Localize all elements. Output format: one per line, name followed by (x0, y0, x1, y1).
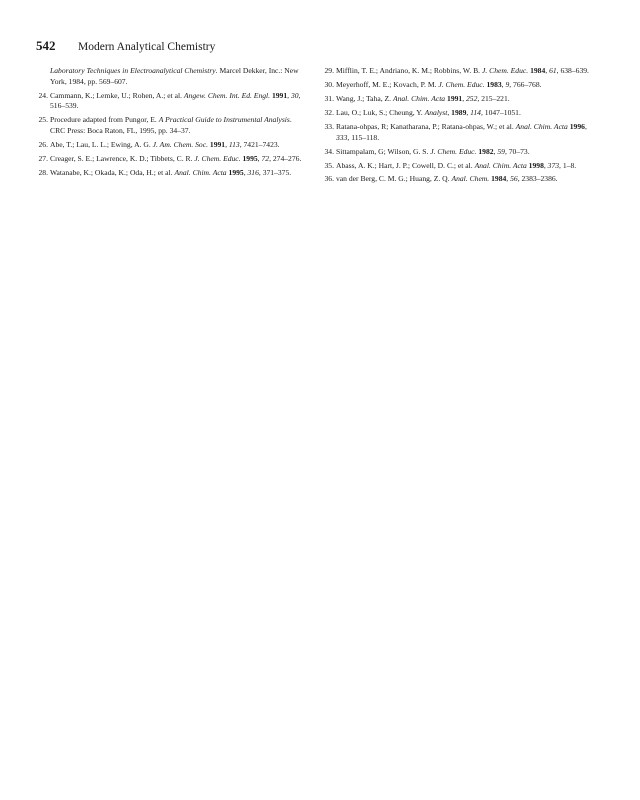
text-segment: Mifflin, T. E.; Andriano, K. M.; Robbins, W. B. (336, 66, 482, 75)
italic-segment: 113 (228, 139, 240, 149)
text-segment: , 1–8. (559, 160, 577, 170)
italic-segment: J. Chem. Educ. (481, 66, 529, 75)
bold-segment: 1996 (569, 121, 585, 131)
text-segment: , (501, 79, 506, 89)
text-segment: , 638–639. (556, 66, 589, 75)
reference-item (36, 91, 304, 112)
text-segment: Wang, J.; Taha, Z. (336, 93, 393, 103)
running-head: Modern Analytical Chemistry (78, 41, 216, 53)
italic-segment: 56 (510, 174, 518, 184)
text-segment: , (545, 66, 550, 75)
text-segment: van der Berg, C. M. G.; Huang, Z. Q. (336, 174, 452, 184)
reference-text (336, 80, 592, 91)
references-left-column (36, 66, 304, 182)
text-segment: Procedure adapted from Pungor, E. (50, 115, 159, 125)
text-segment: , 215–221. (477, 93, 510, 103)
reference-text (336, 94, 592, 105)
text-segment: Ratana-ohpas, R; Kanatharana, P.; Ratana-ohpas, W.; et al. (336, 121, 516, 131)
text-segment: , (257, 153, 262, 163)
italic-segment: J. Chem. Educ. (194, 153, 241, 163)
text-segment: , (287, 90, 291, 100)
text-segment: Sittampalam, G; Wilson, G. S. (336, 146, 431, 156)
reference-item (322, 94, 592, 105)
italic-segment: 114 (470, 107, 481, 117)
bold-segment: 1998 (528, 160, 544, 170)
text-segment: , (506, 174, 511, 184)
italic-segment: 72 (261, 153, 270, 163)
italic-segment: 252 (466, 93, 478, 103)
reference-number: 28. (38, 167, 48, 177)
italic-segment: 9 (505, 79, 510, 89)
bold-segment: 1995 (228, 167, 244, 177)
text-segment: . Marcel Dekker, Inc.: New York, 1984, pp. 569–607. (50, 66, 299, 86)
italic-segment: J. Am. Chem. Soc. (152, 139, 208, 149)
reference-text (336, 174, 592, 185)
italic-segment: A Practical Guide to Instrumental Analysis (158, 115, 290, 125)
bold-segment: 1984 (491, 174, 507, 184)
reference-item (36, 154, 304, 165)
italic-segment: Anal. Chim. Acta (474, 160, 527, 170)
italic-segment: J. Chem. Educ. (438, 79, 485, 89)
italic-segment: Anal. Chim. Acta (392, 93, 446, 103)
italic-segment: Anal. Chim. Acta (174, 167, 227, 177)
italic-segment: 59 (497, 146, 505, 156)
italic-segment: 333 (336, 132, 348, 142)
bold-segment: 1984 (530, 66, 546, 75)
text-segment: Watanabe, K.; Okada, K.; Oda, H.; et al. (50, 167, 175, 177)
reference-text (336, 147, 592, 158)
text-segment: , (243, 167, 248, 177)
reference-number: 29. (324, 66, 334, 75)
reference-item (36, 115, 304, 136)
text-segment: , (543, 160, 548, 170)
text-segment: . CRC Press: Boca Raton, FL, 1995, pp. 34–37. (50, 115, 292, 135)
reference-item (322, 147, 592, 158)
reference-number: 35. (324, 160, 334, 170)
bold-segment: 1983 (486, 79, 502, 89)
text-segment: Abass, A. K.; Hart, J. P.; Cowell, D. C.; et al. (336, 160, 475, 170)
text-segment: , 2383–2386. (517, 174, 558, 184)
italic-segment: 30 (290, 90, 299, 100)
text-segment: , (584, 121, 587, 131)
text-segment: , 1047–1051. (480, 107, 521, 117)
reference-text (336, 66, 592, 77)
reference-number: 27. (38, 153, 48, 163)
reference-text (50, 154, 304, 165)
reference-text (50, 66, 304, 87)
italic-segment: Anal. Chim. Acta (515, 121, 568, 131)
text-segment: , (225, 139, 229, 149)
bold-segment: 1991 (209, 139, 226, 149)
text-segment: , (447, 107, 452, 117)
bold-segment: 1991 (447, 93, 463, 103)
italic-segment: 373 (547, 160, 560, 170)
reference-number: 33. (324, 121, 334, 131)
reference-text (50, 91, 304, 112)
references-right-column (322, 66, 592, 188)
reference-number: 24. (38, 90, 48, 100)
text-segment: Lau, O.; Luk, S.; Cheung, Y. (336, 107, 425, 117)
text-segment: , 516–539. (50, 90, 301, 111)
reference-item (36, 66, 304, 87)
reference-item (36, 140, 304, 151)
reference-item (322, 80, 592, 91)
reference-item (322, 66, 592, 77)
reference-number: 34. (324, 146, 334, 156)
italic-segment: 61 (549, 66, 557, 75)
reference-number: 31. (324, 93, 334, 103)
italic-segment: J. Chem. Educ. (430, 146, 477, 156)
text-segment: Cammann, K.; Lemke, U.; Rohen, A.; et al. (50, 90, 184, 100)
reference-text (336, 122, 592, 143)
text-segment: Meyerhoff, M. E.; Kovach, P. M. (336, 79, 439, 89)
text-segment: , (466, 107, 471, 117)
reference-item (322, 108, 592, 119)
reference-item (322, 174, 592, 185)
bold-segment: 1982 (478, 146, 494, 156)
reference-item (36, 168, 304, 179)
page-header (36, 38, 215, 54)
text-segment: , 7421–7423. (239, 139, 280, 149)
text-segment: Creager, S. E.; Lawrence, K. D.; Tibbets, C. R. (50, 153, 195, 163)
reference-number: 26. (38, 139, 48, 149)
reference-number: 30. (324, 79, 334, 89)
text-segment: , 70–73. (504, 146, 530, 156)
italic-segment: Angew. Chem. Int. Ed. Engl. (183, 90, 271, 100)
reference-text (50, 115, 304, 136)
text-segment: , (462, 93, 466, 103)
text-segment: , 274–276. (269, 153, 302, 163)
text-segment: , 766–768. (509, 79, 542, 89)
reference-text (50, 140, 304, 151)
bold-segment: 1991 (271, 90, 288, 100)
italic-segment: 316 (247, 167, 259, 177)
bold-segment: 1989 (451, 107, 467, 117)
reference-number: 36. (324, 174, 334, 184)
italic-segment: Analyst (424, 107, 448, 117)
reference-text (336, 161, 592, 172)
reference-item (322, 122, 592, 143)
reference-item (322, 161, 592, 172)
text-segment: , 115–118. (347, 132, 380, 142)
reference-text (50, 168, 304, 179)
reference-text (336, 108, 592, 119)
page-number: 542 (36, 38, 56, 53)
text-segment: , (493, 146, 498, 156)
text-segment: Abe, T.; Lau, L. L.; Ewing, A. G. (50, 139, 153, 149)
italic-segment: Anal. Chem. (451, 174, 490, 184)
italic-segment: Laboratory Techniques in Electroanalytical Chemistry (50, 66, 216, 75)
text-segment: , 371–375. (258, 167, 292, 177)
reference-number: 25. (38, 115, 48, 125)
bold-segment: 1995 (242, 153, 258, 163)
reference-number: 32. (324, 107, 334, 117)
